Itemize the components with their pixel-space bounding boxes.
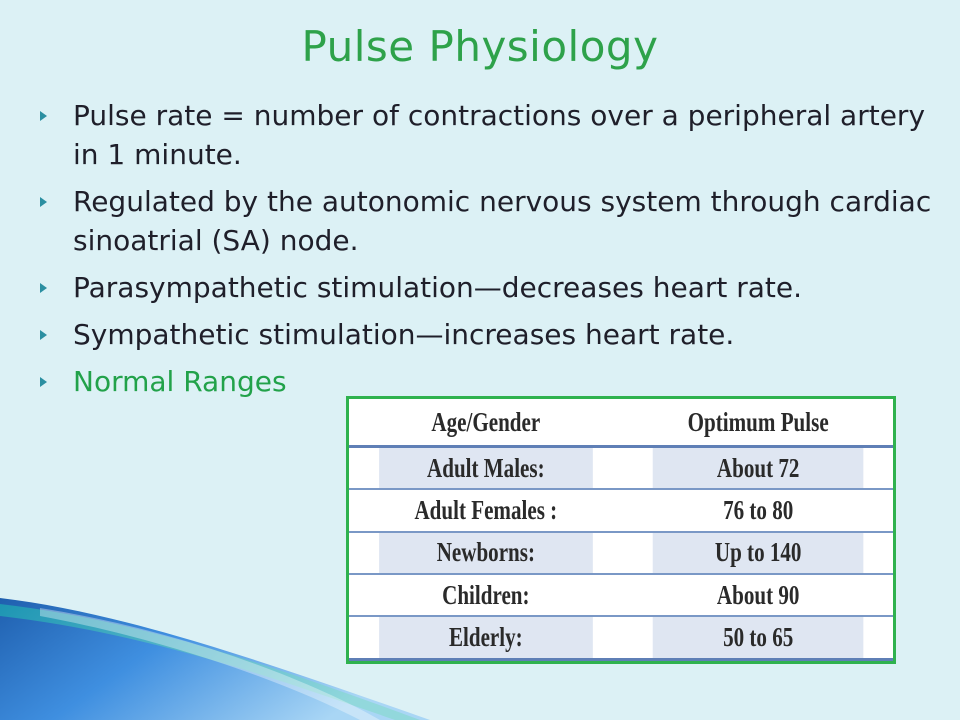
table-header-row: [349, 399, 893, 447]
table-row: [349, 447, 893, 490]
table-row: [349, 616, 893, 659]
bullet-text: Normal Ranges: [73, 365, 287, 398]
pulse-range-table: [349, 399, 893, 661]
table-row: [349, 574, 893, 616]
triangle-right-icon: [40, 330, 47, 340]
slide-title: Pulse Physiology: [301, 22, 659, 71]
table-cell-pulse: About 90: [652, 574, 863, 616]
table-cell-pulse: 50 to 65: [652, 616, 863, 659]
bullet-text: Regulated by the autonomic nervous system through cardiac sinoatrial (SA) node.: [73, 185, 932, 257]
table-cell-pulse: About 72: [652, 447, 863, 490]
bullet-item: [40, 268, 945, 307]
table-cell-group: Adult Females :: [379, 489, 592, 531]
column-header-age-gender: Age/Gender: [379, 399, 592, 447]
bullet-item: [40, 182, 945, 260]
table-cell-group: Newborns:: [379, 532, 592, 574]
bullet-item: [40, 96, 945, 174]
triangle-right-icon: [40, 111, 47, 121]
table-row: [349, 489, 893, 531]
bullet-text: Pulse rate = number of contractions over a peripheral artery in 1 minute.: [73, 99, 926, 171]
table-cell-pulse: Up to 140: [652, 532, 863, 574]
table-cell-group: Adult Males:: [379, 447, 592, 490]
bullet-text: Sympathetic stimulation—increases heart rate.: [73, 318, 735, 351]
table-cell-group: Children:: [379, 574, 592, 616]
pulse-range-table-frame: [346, 396, 896, 664]
table-cell-group: Elderly:: [379, 616, 592, 659]
bullet-item: [40, 315, 945, 354]
triangle-right-icon: [40, 377, 47, 387]
bullet-list: [40, 96, 945, 409]
table-cell-pulse: 76 to 80: [652, 489, 863, 531]
bullet-text: Parasympathetic stimulation—decreases heart rate.: [73, 271, 803, 304]
table-row: [349, 532, 893, 574]
triangle-right-icon: [40, 283, 47, 293]
triangle-right-icon: [40, 197, 47, 207]
column-header-optimum-pulse: Optimum Pulse: [652, 399, 863, 447]
